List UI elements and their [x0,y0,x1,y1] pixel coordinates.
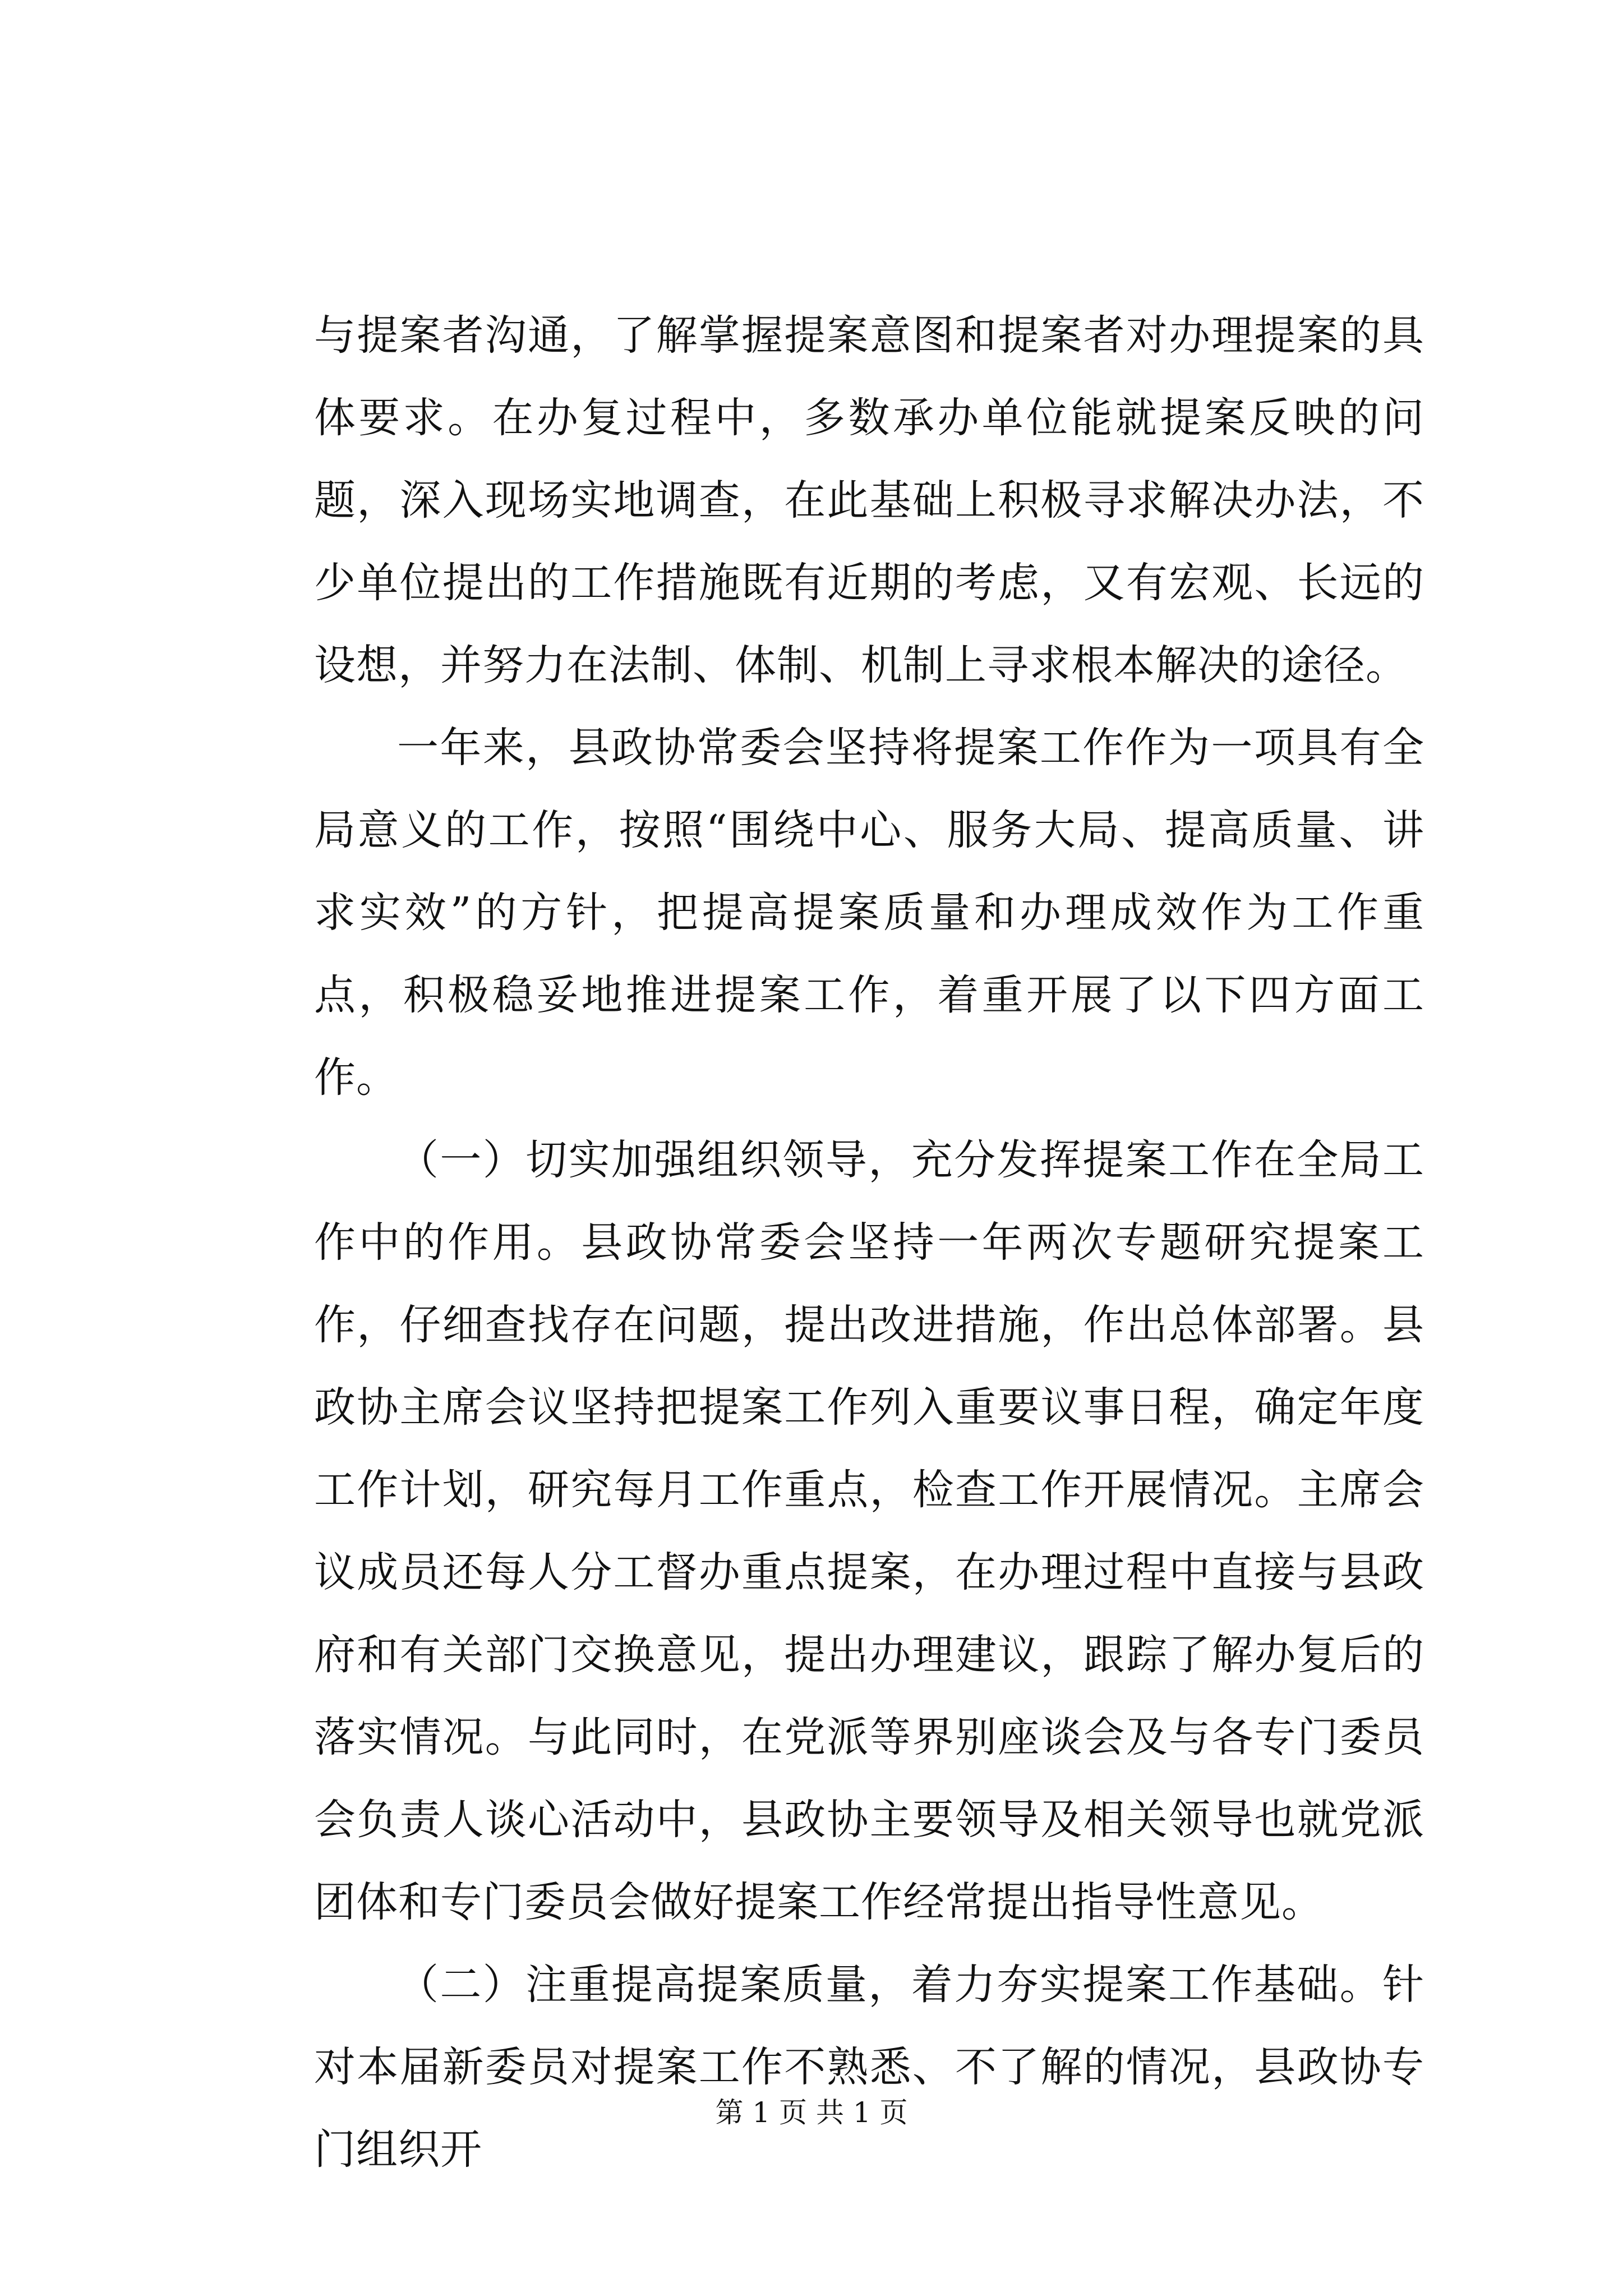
body-text [314,295,1424,2191]
page-footer: 第 1 页 共 1 页 [715,2096,908,2129]
paragraph-3: （一）切实加强组织领导，充分发挥提案工作在全局工作中的作用。县政协常委会坚持一年两次专题研究提案工作，仔细查找存在问题，提出改进措施，作出总体部署。县政协主席会议坚持把提案工作列入重要议事日程，确定年度工作计划，研究每月工作重点，检查工作开展情况。主席会议成员还每人分工督办重点提案，在办理过程中直接与县政府和有关部门交换意见，提出办理建议，跟踪了解办复后的落实情况。与此同时，在党派等界别座谈会及与各专门委员会负责人谈心活动中，县政协主要领导及相关领导也就党派团体和专门委员会做好提案工作经常提出指导性意见。 [314,1136,1424,1926]
paragraph-1: 与提案者沟通，了解掌握提案意图和提案者对办理提案的具体要求。在办复过程中，多数承办单位能就提案反映的问题，深入现场实地调查，在此基础上积极寻求解决办法，不少单位提出的工作措施既有近期的考虑，又有宏观、长远的设想，并努力在法制、体制、机制上寻求根本解决的途径。 [314,311,1424,689]
paragraph-2: 一年来，县政协常委会坚持将提案工作作为一项具有全局意义的工作，按照“围绕中心、服务大局、提高质量、讲求实效”的方针，把提高提案质量和办理成效作为工作重点，积极稳妥地推进提案工作，着重开展了以下四方面工作。 [314,724,1424,1102]
paragraph-4: （二）注重提高提案质量，着力夯实提案工作基础。针对本届新委员对提案工作不熟悉、不了解的情况，县政协专门组织开 [314,1961,1424,2174]
